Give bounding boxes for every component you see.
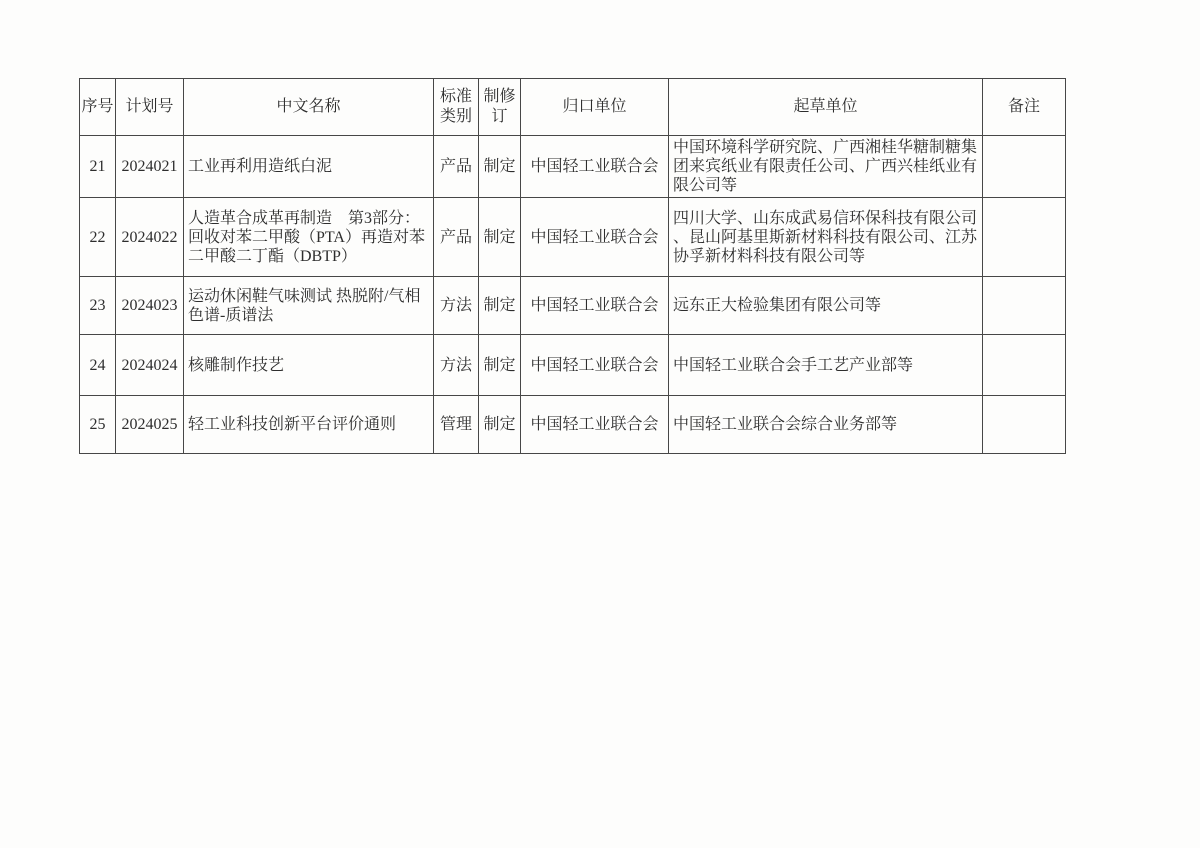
standards-plan-table — [79, 78, 1066, 454]
cell-drafting-unit: 中国环境科学研究院、广西湘桂华糖制糖集团来宾纸业有限责任公司、广西兴桂纸业有限公司等 — [669, 136, 983, 198]
cell-name-cn: 工业再利用造纸白泥 — [184, 136, 434, 198]
cell-plan-no: 2024025 — [116, 396, 184, 454]
cell-revision-type: 制定 — [479, 335, 521, 396]
table-body — [80, 136, 1066, 454]
cell-seq: 22 — [80, 198, 116, 277]
cell-plan-no: 2024021 — [116, 136, 184, 198]
cell-revision-type: 制定 — [479, 396, 521, 454]
cell-category: 管理 — [434, 396, 479, 454]
header-seq: 序号 — [80, 79, 116, 136]
cell-category: 产品 — [434, 198, 479, 277]
cell-authority-unit: 中国轻工业联合会 — [521, 335, 669, 396]
cell-remark — [983, 335, 1066, 396]
header-plan-no: 计划号 — [116, 79, 184, 136]
cell-remark — [983, 396, 1066, 454]
cell-name-cn: 运动休闲鞋气味测试 热脱附/气相色谱-质谱法 — [184, 277, 434, 335]
table-row — [80, 396, 1066, 454]
cell-authority-unit: 中国轻工业联合会 — [521, 277, 669, 335]
cell-seq: 25 — [80, 396, 116, 454]
cell-remark — [983, 198, 1066, 277]
cell-seq: 21 — [80, 136, 116, 198]
cell-drafting-unit: 中国轻工业联合会手工艺产业部等 — [669, 335, 983, 396]
cell-authority-unit: 中国轻工业联合会 — [521, 198, 669, 277]
header-category: 标准类别 — [434, 79, 479, 136]
cell-drafting-unit: 远东正大检验集团有限公司等 — [669, 277, 983, 335]
cell-drafting-unit: 四川大学、山东成武易信环保科技有限公司、昆山阿基里斯新材料科技有限公司、江苏协孚新材料科技有限公司等 — [669, 198, 983, 277]
cell-category: 产品 — [434, 136, 479, 198]
cell-name-cn: 人造革合成革再制造 第3部分：回收对苯二甲酸（PTA）再造对苯二甲酸二丁酯（DBTP） — [184, 198, 434, 277]
cell-remark — [983, 277, 1066, 335]
table-row — [80, 136, 1066, 198]
header-row — [80, 79, 1066, 136]
cell-drafting-unit: 中国轻工业联合会综合业务部等 — [669, 396, 983, 454]
cell-authority-unit: 中国轻工业联合会 — [521, 396, 669, 454]
cell-revision-type: 制定 — [479, 198, 521, 277]
header-name-cn: 中文名称 — [184, 79, 434, 136]
cell-remark — [983, 136, 1066, 198]
cell-plan-no: 2024024 — [116, 335, 184, 396]
table-row — [80, 277, 1066, 335]
cell-seq: 23 — [80, 277, 116, 335]
header-revision-type: 制修订 — [479, 79, 521, 136]
cell-authority-unit: 中国轻工业联合会 — [521, 136, 669, 198]
table-row — [80, 198, 1066, 277]
cell-revision-type: 制定 — [479, 277, 521, 335]
header-remark: 备注 — [983, 79, 1066, 136]
cell-revision-type: 制定 — [479, 136, 521, 198]
header-authority-unit: 归口单位 — [521, 79, 669, 136]
table-row — [80, 335, 1066, 396]
cell-plan-no: 2024023 — [116, 277, 184, 335]
cell-name-cn: 核雕制作技艺 — [184, 335, 434, 396]
header-drafting-unit: 起草单位 — [669, 79, 983, 136]
cell-seq: 24 — [80, 335, 116, 396]
cell-plan-no: 2024022 — [116, 198, 184, 277]
cell-name-cn: 轻工业科技创新平台评价通则 — [184, 396, 434, 454]
cell-category: 方法 — [434, 277, 479, 335]
cell-category: 方法 — [434, 335, 479, 396]
